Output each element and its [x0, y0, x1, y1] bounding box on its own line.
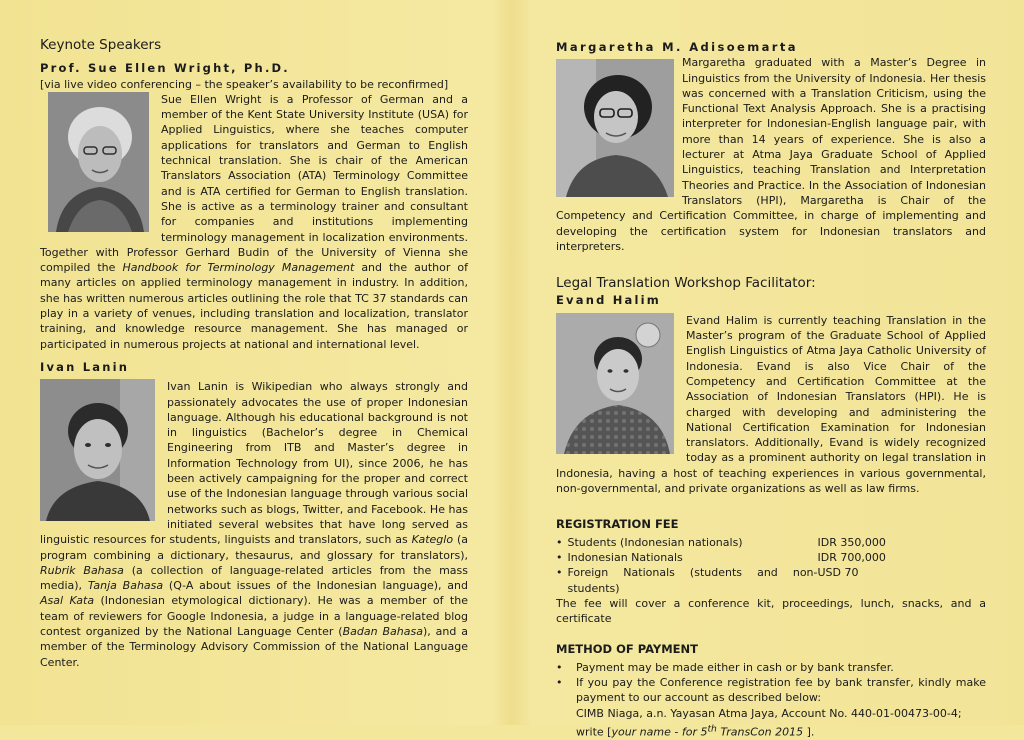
- payment-list: [556, 660, 986, 740]
- payment-item: • Payment may be made either in cash or by bank transfer.: [556, 660, 894, 674]
- speaker-name-margaretha: Margaretha M. Adisoemarta: [556, 40, 798, 54]
- portrait-evand: [556, 313, 674, 454]
- registration-fee: [556, 517, 986, 626]
- wright-bio-text-2: and the author of many articles on applied terminology management in industry. In addition, she has written numerous articles outlining the role that TC 37 standards can play in a variety of venues, including translation and localization, translator training, and knowledge resource management. She has managed or participated in numerous projects at national and international level.: [40, 261, 468, 351]
- lanin-bio-text-5: (Indonesian etymological dictionary). He was a member of the team of reviewers for Google Indonesia, a judge in a language-related blog contest organized by the National Language Center (: [40, 594, 468, 638]
- fee-price: IDR 700,000: [817, 550, 886, 564]
- speaker-name-wright: Prof. Sue Ellen Wright, Ph.D.: [40, 61, 290, 76]
- portrait-margaretha: [556, 59, 674, 197]
- fee-item: • Foreign Nationals (students and non-students) USD 70: [556, 566, 859, 595]
- evand-bio: [556, 313, 986, 497]
- payment-title: METHOD OF PAYMENT: [556, 642, 698, 657]
- lanin-bio: [40, 379, 468, 670]
- payment-account: CIMB Niaga, a.n. Yayasan Atma Jaya, Account No. 440-01-00473-00-4;: [576, 706, 962, 720]
- fee-item: • Indonesian Nationals IDR 700,000: [556, 550, 886, 564]
- lanin-kateglo: Kateglo: [411, 533, 454, 547]
- wright-availability-note: [via live video conferencing – the speaker’s availability to be reconfirmed]: [40, 77, 449, 91]
- section-title-keynote: Keynote Speakers: [40, 37, 162, 53]
- section-title-workshop: Legal Translation Workshop Facilitator:: [556, 275, 816, 292]
- portrait-lanin: [40, 379, 155, 521]
- lanin-bio-text-6: ), and a member of the Terminology Advisory Commission of the National Language Center.: [40, 624, 469, 669]
- lanin-bio-text-4: (Q-A about issues of the Indonesian language), and: [163, 579, 469, 593]
- wright-bio-text-1: Sue Ellen Wright is a Professor of German and a member of the Kent State University Institute (USA) for Applied Linguistics, where she teaches computer applications for translators and German to English technical translation. She is chair of the American Translators Association (ATA) Terminology Committee and is ATA certified for German to English translation. She is active as a terminology trainer and consultant for companies and institutions implementing terminology management in localization environments. Together with Professor Gerhard Budin of the University of Vienna she compiled the: [40, 92, 468, 275]
- fee-price: IDR 350,000: [817, 535, 886, 549]
- lanin-bio-text-1: Ivan Lanin is Wikipedian who always strongly and passionately advocates the use of proper Indonesian language. Although his educational background is not in linguistics (Bachelor’s degree in Chemical Engineering from ITB and Master’s degree in Information Technology from UI), since 2006, he has been actively campaigning for the proper and correct use of the Indonesian language through various social networks such as blogs, Twitter, and Facebook. He has initiated several websites that have long served as linguistic resources for students, linguists and translators, such as: [40, 380, 468, 547]
- wright-book-title: Handbook for Terminology Management: [122, 261, 355, 275]
- wright-bio: [40, 92, 468, 352]
- left-column: [40, 0, 468, 670]
- portrait-wright: [48, 92, 149, 232]
- lanin-tanja: Tanja Bahasa: [87, 579, 164, 593]
- lanin-rubrik: Rubrik Bahasa: [40, 563, 124, 577]
- payment-write-instruction: write [your name - for 5th TransCon 2015 ].: [576, 722, 815, 739]
- fee-note: The fee will cover a conference kit, proceedings, lunch, snacks, and a certificate: [556, 596, 986, 626]
- margaretha-bio: [556, 55, 986, 254]
- lanin-bio-text-2: (a program combining a dictionary, thesaurus, and glossary for translators),: [40, 533, 468, 562]
- speaker-name-lanin: Ivan Lanin: [40, 359, 130, 374]
- fee-price: USD 70: [817, 566, 859, 580]
- fee-label: Foreign Nationals (students and non-students): [567, 566, 818, 595]
- fee-label: Indonesian Nationals: [567, 550, 683, 564]
- lanin-badan: Badan Bahasa: [342, 624, 423, 638]
- lanin-bio-text-3: (a collection of language-related articles from the mass media),: [40, 563, 469, 593]
- lanin-asal: Asal Kata: [40, 594, 95, 608]
- payment-item: • If you pay the Conference registration fee by bank transfer, kindly make payment to our account as described below:: [556, 675, 986, 705]
- fee-label: Students (Indonesian nationals): [567, 535, 743, 549]
- fee-item: • Students (Indonesian nationals) IDR 350,000: [556, 535, 886, 549]
- registration-title: REGISTRATION FEE: [556, 517, 679, 532]
- method-of-payment: [556, 642, 986, 739]
- margaretha-bio-text: Margaretha graduated with a Master’s Degree in Linguistics from the University of Indonesia. Her thesis was concerned with a Translation Criticism, using the Functional Text Analysis Approach. She is a practising interpreter for Indonesian-English language pair, with more than 14 years of experience. She is also a lecturer at Atma Jaya Graduate School of Applied Linguistics, teaching Translation and Interpretation Theories and Practice. In the Association of Indonesian Translators (HPI), Margaretha is Chair of the Competency and Certification Committee, in charge of implementing and developing the certification system for Indonesian translators and interpreters.: [556, 56, 986, 253]
- speaker-name-evand: Evand Halim: [556, 293, 661, 308]
- right-column: [556, 0, 986, 740]
- evand-bio-text: Evand Halim is currently teaching Translation in the Master’s program of the Graduate School of Applied English Linguistics of Atma Jaya Catholic University of Indonesia. Evand is also Vice Chair of the Competency and Certification Committee at the Association of Indonesian Translators (HPI). He is charged with developing and administering the National Certification Examination for Indonesian translators. Additionally, Evand is widely recognized today as a prominent authority on legal translation in Indonesia, having a host of teaching experiences in various governmental, non-governmental, and private organizations as well as law firms.: [556, 313, 986, 496]
- fee-list: [556, 535, 986, 596]
